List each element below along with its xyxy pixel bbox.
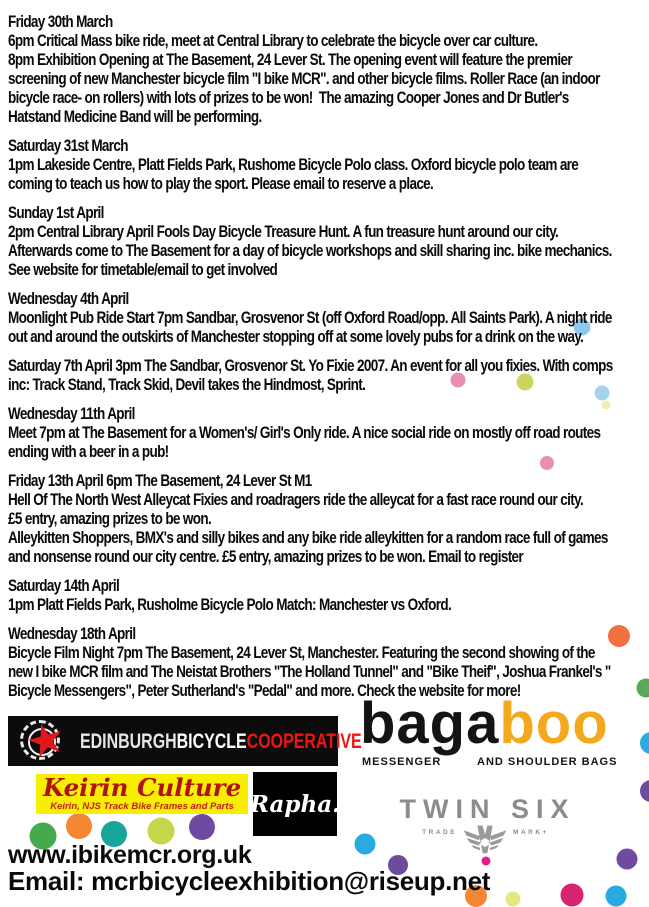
decorative-dot [617, 849, 638, 870]
decorative-dot [506, 892, 521, 907]
event-line: out and around the outskirts of Manchester stopping off at some lovely pubs for a drink on the way. [8, 328, 613, 347]
bagaboo-messenger-label: MESSENGER [362, 756, 441, 768]
rapha-logo-text: Rapha. [250, 791, 340, 818]
decorative-dot [355, 834, 376, 855]
event-paragraph [8, 472, 649, 567]
event-line: and nonsense round our city centre. £5 entry, amazing prizes to be won. Email to register [8, 548, 613, 567]
keirin-culture-title: Keirin Culture [34, 775, 250, 801]
event-line: Wednesday 4th April [8, 290, 613, 309]
event-line: 8pm Exhibition Opening at The Basement, 24 Lever St. The opening event will feature the premier [8, 51, 613, 70]
twin-six-mark-label: MARK+ [513, 829, 549, 836]
twin-six-trade-label: TRADE [422, 829, 457, 836]
event-line: screening of new Manchester bicycle film "I bike MCR". and other bicycle films. Roller Race (an indoor [8, 70, 613, 89]
rapha-logo [253, 772, 337, 836]
event-line: Alleykitten Shoppers, BMX's and silly bikes and any bike ride alleykitten for a random race full of games [8, 529, 613, 548]
event-line: Afterwards come to The Basement for a day of bicycle workshops and skill sharing inc. bike mechanics. [8, 242, 613, 261]
event-paragraph [8, 204, 649, 280]
decorative-dot [66, 813, 92, 839]
decorative-dot [640, 732, 649, 754]
decorative-dot [606, 886, 627, 907]
event-paragraph [8, 357, 649, 395]
edinburgh-logo-text [80, 730, 362, 754]
event-line: Friday 13th April 6pm The Basement, 24 Lever St M1 [8, 472, 613, 491]
bagaboo-word-baga: baga [360, 691, 499, 756]
event-line: Meet 7pm at The Basement for a Women's/ Girl's Only ride. A nice social ride on mostly off road routes [8, 424, 613, 443]
event-paragraph [8, 625, 649, 701]
event-line: Sunday 1st April [8, 204, 613, 223]
event-paragraph [8, 290, 649, 347]
event-line: 1pm Lakeside Centre, Platt Fields Park, Rushome Bicycle Polo class. Oxford bicycle polo team are [8, 156, 613, 175]
event-line: Hell Of The North West Alleycat Fixies and roadragers ride the alleycat for a fast race round our city. [8, 491, 613, 510]
keirin-culture-logo [36, 774, 248, 814]
event-line: Bicycle Film Night 7pm The Basement, 24 Lever St, Manchester. Featuring the second showing of the [8, 644, 613, 663]
event-paragraph [8, 405, 649, 462]
twin-six-logo [388, 795, 583, 870]
red-star-icon: ★ [16, 711, 75, 772]
event-line: Moonlight Pub Ride Start 7pm Sandbar, Grosvenor St (off Oxford Road/opp. All Saints Park). A night ride [8, 309, 613, 328]
event-paragraph [8, 137, 649, 194]
event-line: coming to teach us how to play the sport. Please email to reserve a place. [8, 175, 613, 194]
event-line: 1pm Platt Fields Park, Rusholme Bicycle Polo Match: Manchester vs Oxford. [8, 596, 613, 615]
event-line: bicycle race- on rollers) with lots of prizes to be won! The amazing Cooper Jones and Dr Butler's [8, 89, 613, 108]
bagaboo-logo [360, 702, 625, 777]
events [8, 13, 649, 711]
decorative-dot [640, 780, 649, 802]
twin-six-title: TWIN SIX [388, 795, 583, 823]
website-url: www.ibikemcr.org.uk [8, 841, 251, 870]
event-paragraph [8, 13, 649, 127]
event-line: inc: Track Stand, Track Skid, Devil takes the Hindmost, Sprint. [8, 376, 613, 395]
event-line: £5 entry, amazing prizes to be won. [8, 510, 613, 529]
bicycle-word: BICYCLE [177, 730, 247, 753]
event-line: 2pm Central Library April Fools Day Bicycle Treasure Hunt. A fun treasure hunt around our city. [8, 223, 613, 242]
cooperative-word: COOPERATIVE [247, 730, 362, 753]
event-line: See website for timetable/email to get involved [8, 261, 613, 280]
event-line: 6pm Critical Mass bike ride, meet at Central Library to celebrate the bicycle over car culture. [8, 32, 613, 51]
event-line: ending with a beer in a pub! [8, 443, 613, 462]
keirin-culture-tagline: Keirin, NJS Track Bike Frames and Parts [36, 801, 248, 812]
event-line: new I bike MCR film and The Neistat Brothers "The Holland Tunnel" and "Bike Theif", Joshua Frankel's " [8, 663, 613, 682]
email-address: Email: mcrbicycleexhibition@riseup.net [8, 866, 490, 897]
edinburgh-bicycle-cooperative-logo [8, 716, 338, 766]
bagaboo-shoulder-bags-label: AND SHOULDER BAGS [477, 756, 617, 768]
event-line: Saturday 14th April [8, 577, 613, 596]
decorative-dot [189, 814, 215, 840]
event-line: Friday 30th March [8, 13, 613, 32]
event-line: Hatstand Medicine Band will be performing. [8, 108, 613, 127]
edinburgh-word: EDINBURGH [80, 730, 177, 753]
event-paragraph [8, 577, 649, 615]
twin-six-wing-emblem [462, 824, 508, 858]
decorative-dot [561, 884, 584, 907]
event-line: Wednesday 11th April [8, 405, 613, 424]
event-line: Bicycle Messengers", Peter Sutherland's "Pedal" and more. Check the website for more! [8, 682, 613, 701]
event-line: Wednesday 18th April [8, 625, 613, 644]
event-line: Saturday 31st March [8, 137, 613, 156]
bagaboo-wordmark [360, 692, 609, 756]
event-line: Saturday 7th April 3pm The Sandbar, Grosvenor St. Yo Fixie 2007. An event for all you fixies. With comps [8, 357, 613, 376]
bagaboo-word-boo: boo [499, 691, 608, 756]
